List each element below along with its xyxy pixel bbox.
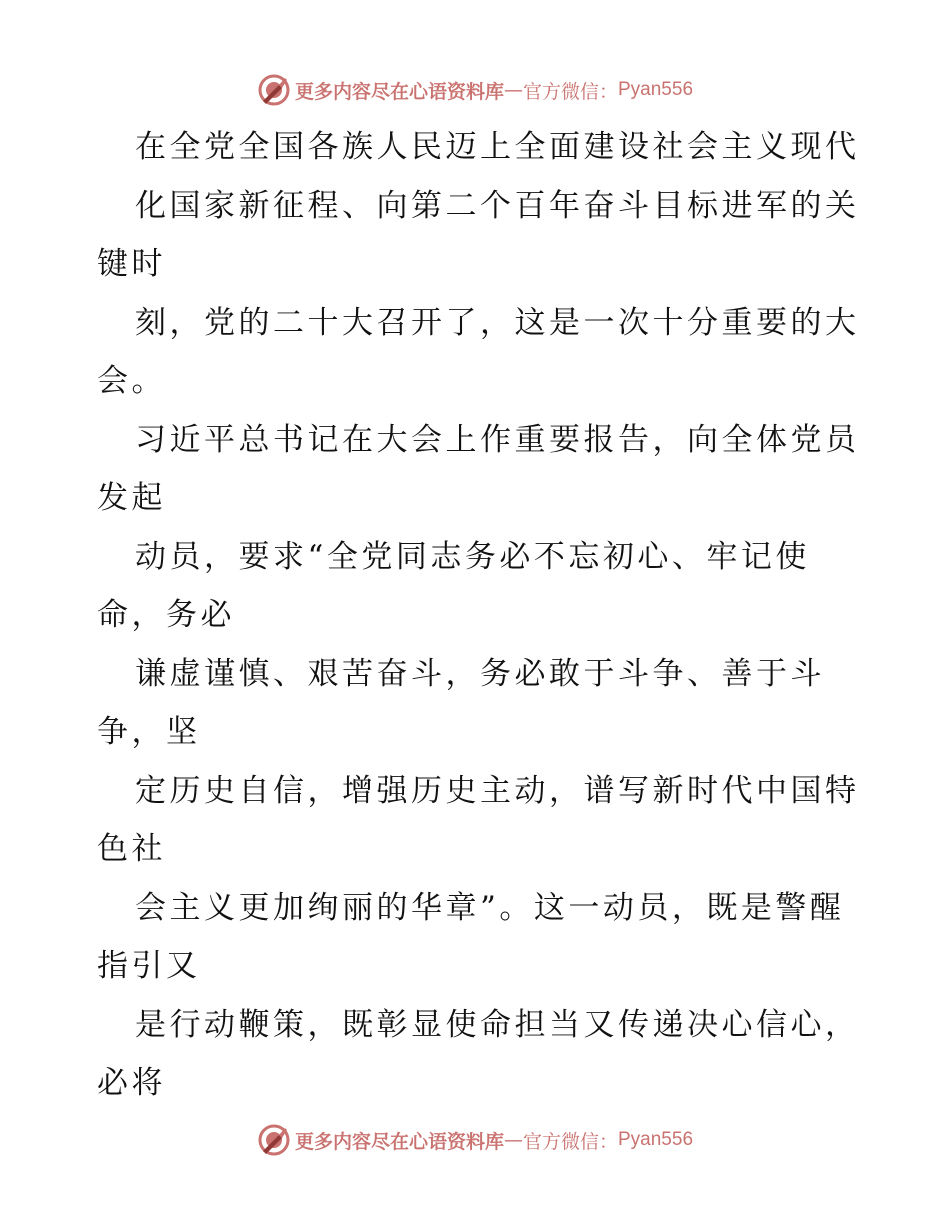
- banner-separator: —: [503, 79, 523, 101]
- text-line: 定历史自信，增强历史主动，谱写新时代中国特: [135, 772, 860, 809]
- text-line: 谦虚谨慎、艰苦奋斗，务必敢于斗争、善于斗: [135, 655, 825, 692]
- banner-separator: —: [503, 1129, 523, 1151]
- banner-brand-text: 更多内容尽在心语资料库: [294, 1130, 504, 1153]
- text-line: 必将: [97, 1065, 166, 1101]
- text-line: 发起: [97, 480, 166, 516]
- text-line: 色社: [97, 831, 166, 867]
- text-line: 会。: [97, 363, 166, 399]
- text-line: 动员，要求“全党同志务必不忘初心、牢记使: [135, 538, 810, 575]
- text-line: 命，务必: [97, 597, 235, 633]
- footer-banner: [0, 1120, 950, 1160]
- text-line: 化国家新征程、向第二个百年奋斗目标进军的关: [135, 187, 860, 224]
- text-line: 习近平总书记在大会上作重要报告，向全体党员: [135, 421, 860, 458]
- pen-logo-icon: [257, 1123, 291, 1157]
- banner-wechat-label: 官方微信：: [522, 1130, 618, 1153]
- text-line: 会主义更加绚丽的华章”。这一动员，既是警醒: [135, 889, 845, 926]
- text-line: 指引又: [97, 948, 201, 984]
- text-line: 键时: [97, 246, 166, 282]
- document-body: [97, 118, 867, 1113]
- header-banner: [0, 70, 950, 110]
- banner-wechat-handle: Pyan556: [618, 79, 694, 100]
- banner-wechat-label: 官方微信：: [522, 80, 618, 103]
- text-line: 是行动鞭策，既彰显使命担当又传递决心信心，: [135, 1006, 860, 1043]
- text-line: 争，坚: [97, 714, 201, 750]
- text-line: 在全党全国各族人民迈上全面建设社会主义现代: [135, 129, 860, 165]
- banner-wechat-handle: Pyan556: [618, 1129, 694, 1150]
- pen-logo-icon: [257, 73, 291, 107]
- banner-brand-text: 更多内容尽在心语资料库: [294, 80, 504, 103]
- text-line: 刻，党的二十大召开了，这是一次十分重要的大: [135, 304, 860, 341]
